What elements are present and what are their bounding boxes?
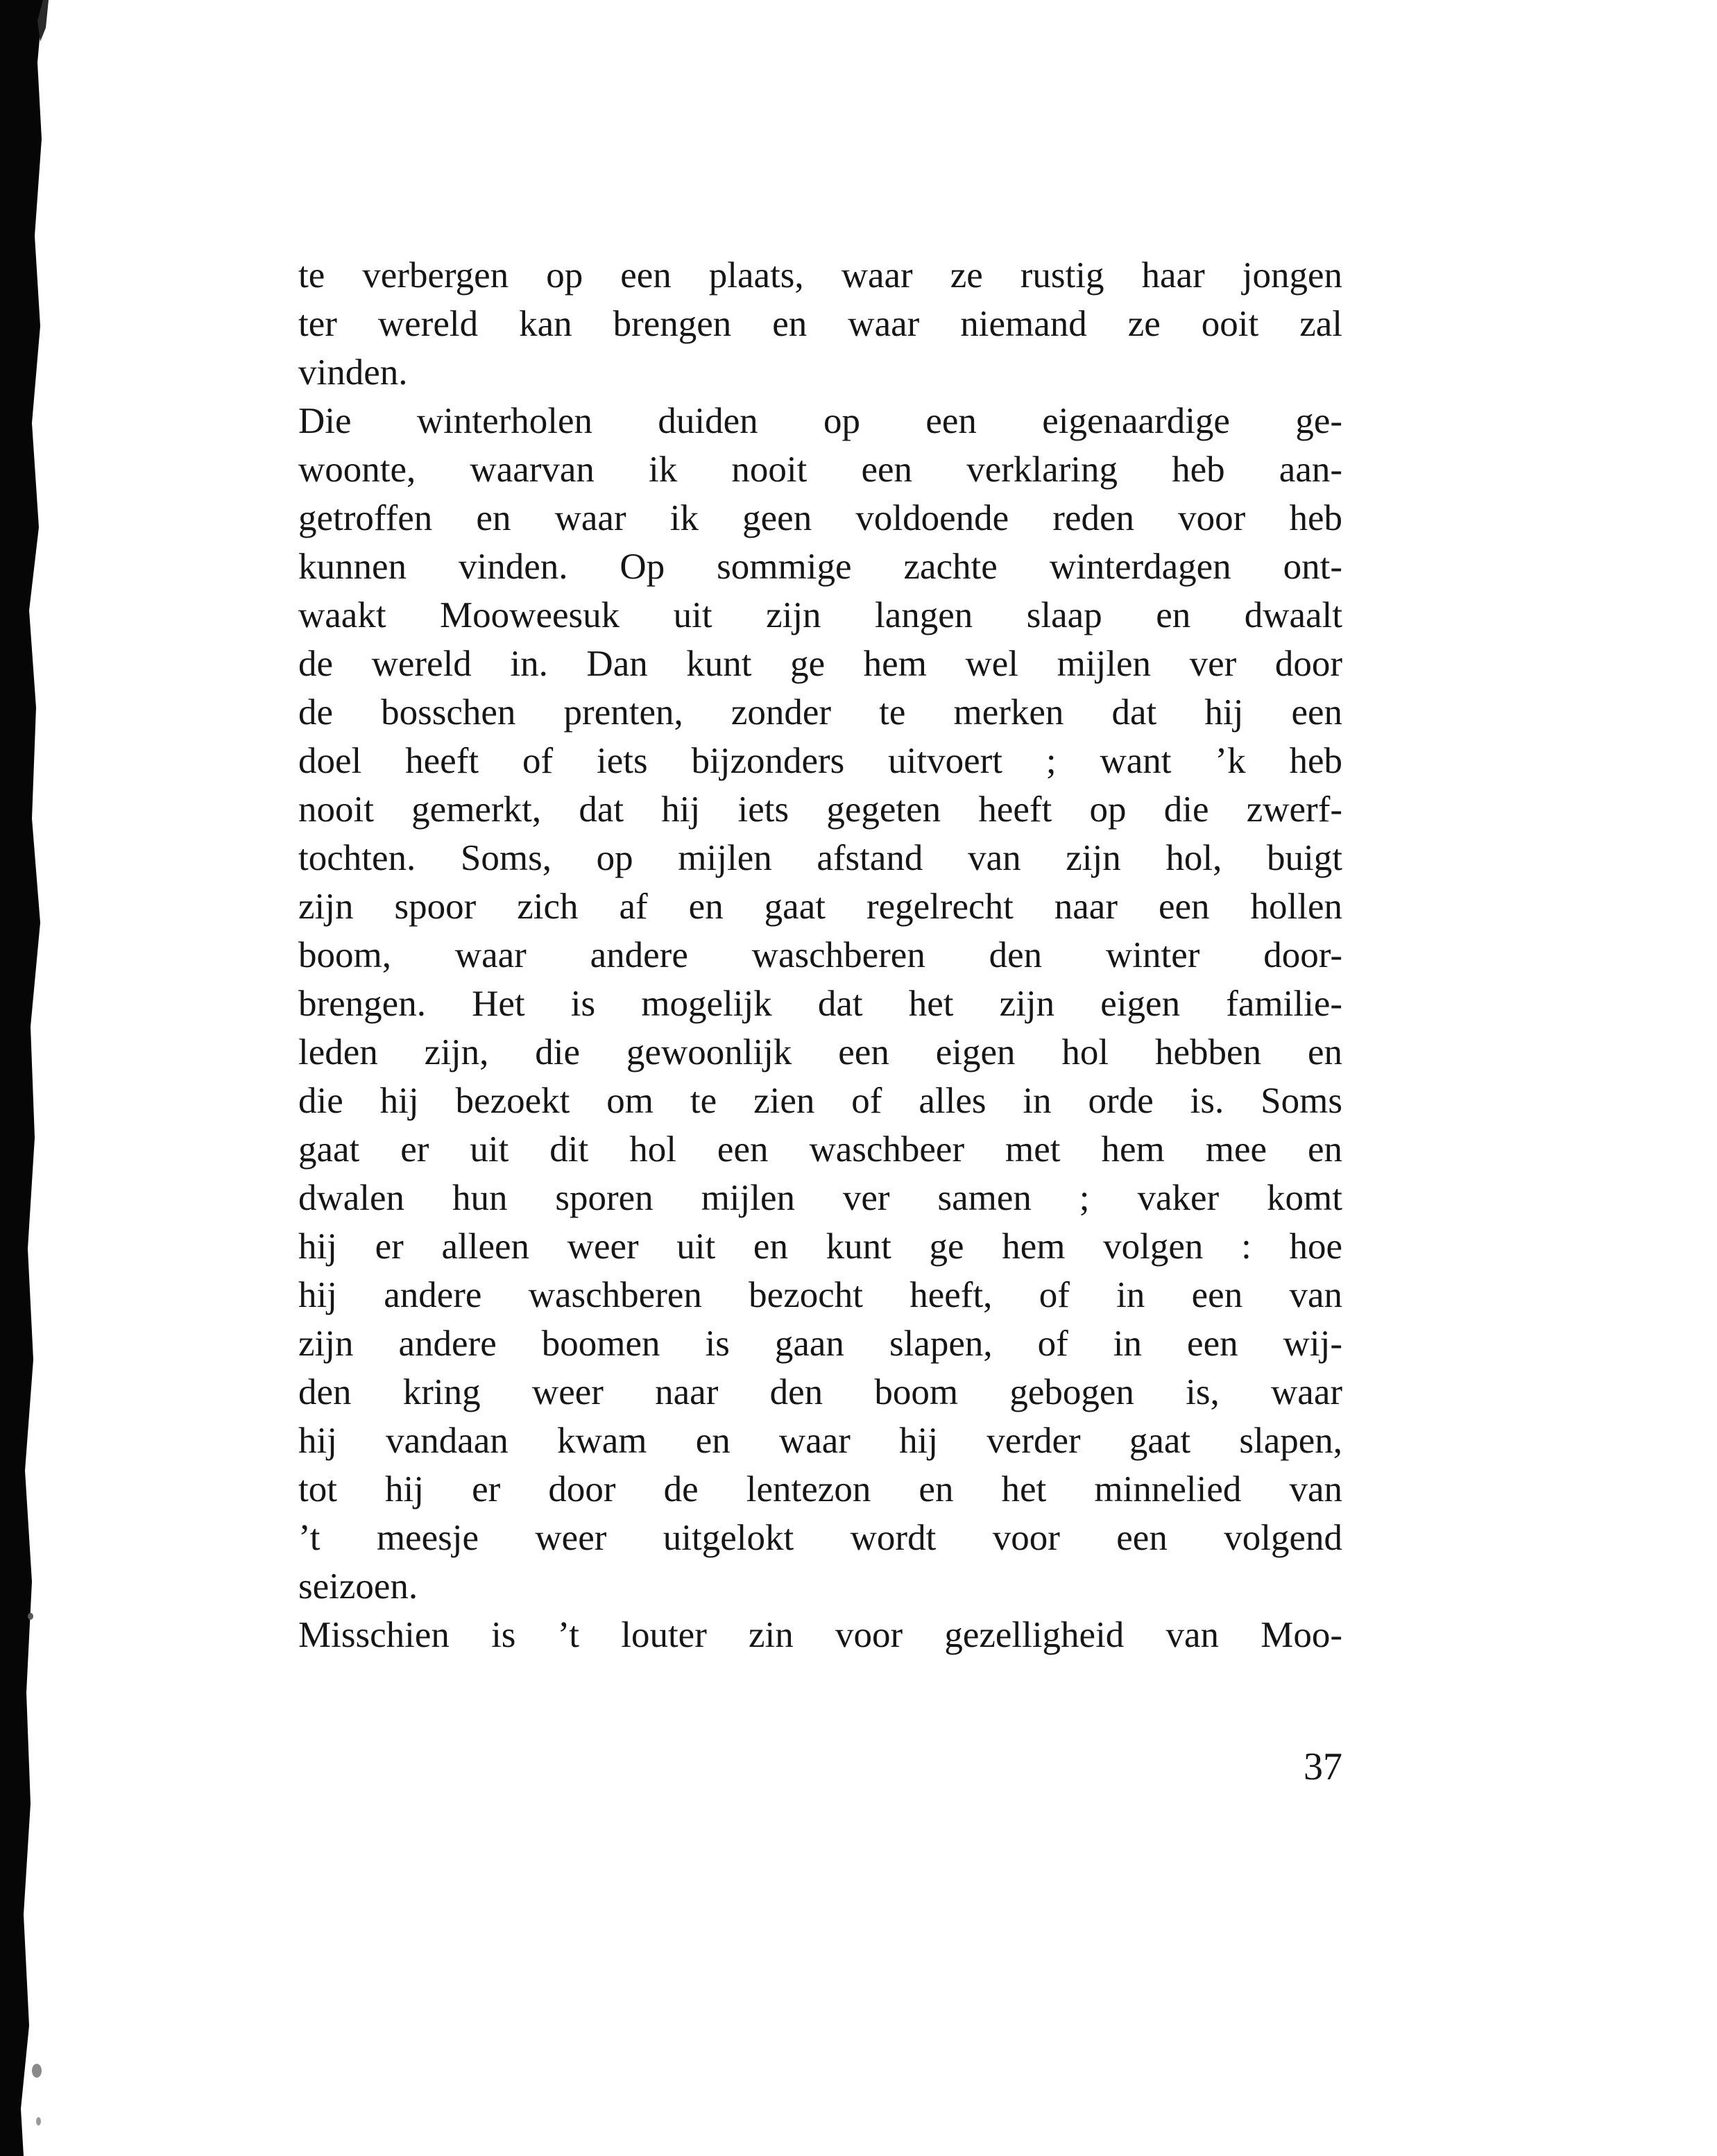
text-line: zijn spoor zich af en gaat regelrecht naar een hollen: [298, 887, 1342, 927]
text-line: getroffen en waar ik geen voldoende reden voor heb: [298, 498, 1342, 538]
text-line: de wereld in. Dan kunt ge hem wel mijlen ver door: [298, 644, 1342, 684]
text-line: woonte, waarvan ik nooit een verklaring heb aan-: [298, 450, 1342, 490]
text-line: vinden.: [298, 352, 408, 393]
text-line: ’t meesje weer uitgelokt wordt voor een volgend: [298, 1518, 1342, 1558]
body-text: [298, 251, 1342, 1659]
text-line: tot hij er door de lentezon en het minnelied van: [298, 1469, 1342, 1509]
text-line: gaat er uit dit hol een waschbeer met hem mee en: [298, 1129, 1342, 1170]
text-line: ter wereld kan brengen en waar niemand ze ooit zal: [298, 304, 1342, 344]
text-line: boom, waar andere waschberen den winter door-: [298, 935, 1342, 975]
text-line: seizoen.: [298, 1566, 418, 1607]
text-line: Misschien is ’t louter zin voor gezelligheid van Moo-: [298, 1615, 1342, 1655]
text-line: waakt Mooweesuk uit zijn langen slaap en dwaalt: [298, 595, 1342, 635]
text-line: zijn andere boomen is gaan slapen, of in een wij-: [298, 1324, 1342, 1364]
text-line: hij andere waschberen bezocht heeft, of in een van: [298, 1275, 1342, 1315]
text-line: doel heeft of iets bijzonders uitvoert ; want ’k heb: [298, 741, 1342, 781]
scan-speck: [32, 2064, 42, 2078]
text-line: den kring weer naar den boom gebogen is, waar: [298, 1372, 1342, 1412]
text-line: dwalen hun sporen mijlen ver samen ; vaker komt: [298, 1178, 1342, 1218]
binding-shadow: [0, 0, 55, 2156]
text-line: hij vandaan kwam en waar hij verder gaat slapen,: [298, 1421, 1342, 1461]
text-line: de bosschen prenten, zonder te merken dat hij een: [298, 692, 1342, 733]
footer-block: [298, 1665, 1342, 1791]
text-line: te verbergen op een plaats, waar ze rustig haar jongen: [298, 255, 1342, 296]
scan-speck: [36, 2117, 41, 2125]
text-line: Die winterholen duiden op een eigenaardige ge-: [298, 401, 1342, 441]
text-line: hij er alleen weer uit en kunt ge hem volgen : hoe: [298, 1226, 1342, 1267]
text-line: tochten. Soms, op mijlen afstand van zijn hol, buigt: [298, 838, 1342, 878]
text-line: kunnen vinden. Op sommige zachte winterdagen ont-: [298, 547, 1342, 587]
text-line: die hij bezoekt om te zien of alles in orde is. Soms: [298, 1081, 1342, 1121]
page-number: 37: [1304, 1745, 1342, 1788]
text-line: leden zijn, die gewoonlijk een eigen hol hebben en: [298, 1032, 1342, 1072]
text-line: brengen. Het is mogelijk dat het zijn eigen familie-: [298, 984, 1342, 1024]
scan-speck: [28, 1613, 33, 1620]
text-line: nooit gemerkt, dat hij iets gegeten heeft op die zwerf-: [298, 789, 1342, 830]
